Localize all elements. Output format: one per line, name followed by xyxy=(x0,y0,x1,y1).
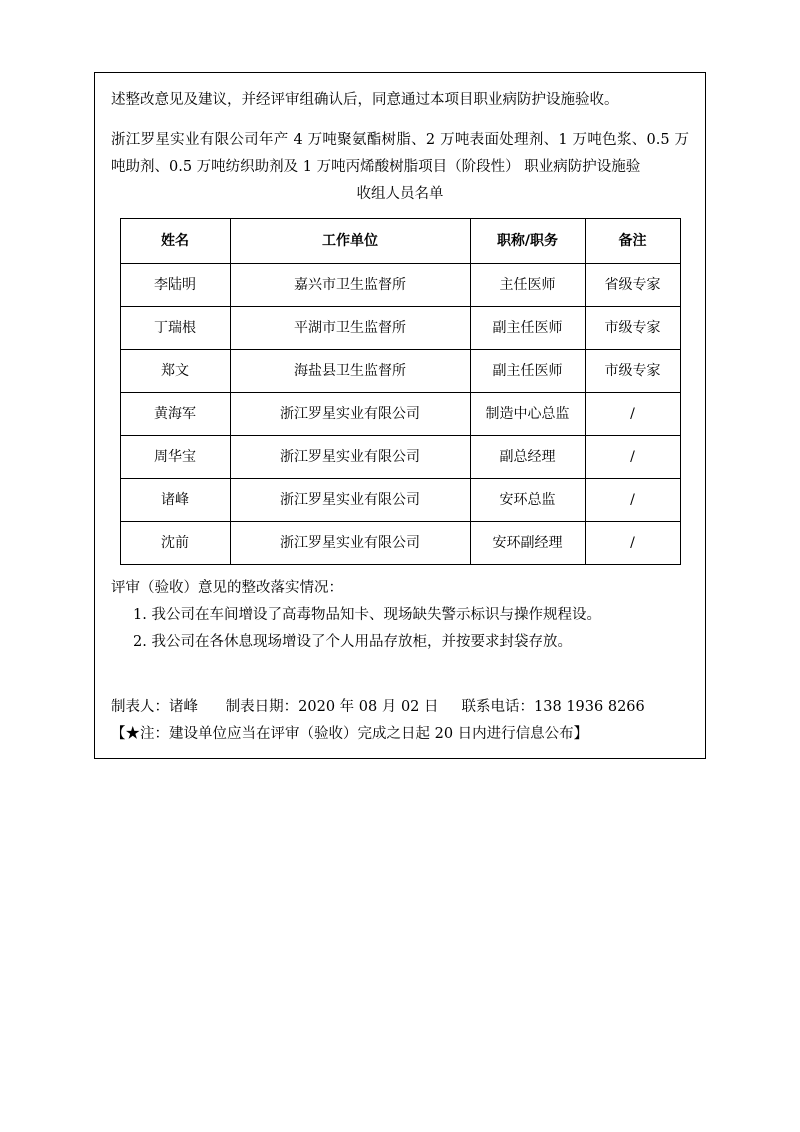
lead-paragraph: 述整改意见及建议，并经评审组确认后，同意通过本项目职业病防护设施验收。 xyxy=(111,92,619,108)
table-row xyxy=(120,479,680,522)
cell-organization: 海盐县卫生监督所 xyxy=(230,350,470,393)
spacer xyxy=(111,656,689,694)
followup-item: 1. 我公司在车间增设了高毒物品知卡、现场缺失警示标识与操作规程设。 xyxy=(133,607,601,623)
cell-title: 安环总监 xyxy=(470,479,585,522)
table-row xyxy=(120,522,680,565)
table-row xyxy=(120,350,680,393)
cell-organization: 浙江罗星实业有限公司 xyxy=(230,522,470,565)
cell-title: 安环副经理 xyxy=(470,522,585,565)
cell-organization: 平湖市卫生监督所 xyxy=(230,307,470,350)
cell-name: 李陆明 xyxy=(120,264,230,307)
footer-note: 【★注：建设单位应当在评审（验收）完成之日起 20 日内进行信息公布】 xyxy=(111,726,589,742)
roster-title-main: 浙江罗星实业有限公司年产 4 万吨聚氨酯树脂、2 万吨表面处理剂、1 万吨色浆、0.5 万吨助剂、0.5 万吨纺织助剂及 1 万吨丙烯酸树脂项目（阶段性） 职业病防护设施验 xyxy=(111,132,689,175)
cell-title: 副总经理 xyxy=(470,436,585,479)
cell-organization: 嘉兴市卫生监督所 xyxy=(230,264,470,307)
table-row xyxy=(120,436,680,479)
cell-remark: 市级专家 xyxy=(585,307,680,350)
footer-meta-line: 制表人：诸峰 制表日期：2020 年 08 月 02 日 联系电话：138 1936 8266 xyxy=(111,699,645,715)
cell-title: 副主任医师 xyxy=(470,307,585,350)
cell-title: 主任医师 xyxy=(470,264,585,307)
followup-section xyxy=(111,575,689,656)
roster-table xyxy=(120,218,681,565)
column-header-organization: 工作单位 xyxy=(230,219,470,264)
cell-remark: / xyxy=(585,522,680,565)
roster-title-last-line: 收组人员名单 xyxy=(356,186,444,202)
cell-remark: 市级专家 xyxy=(585,350,680,393)
cell-remark: / xyxy=(585,436,680,479)
cell-remark: / xyxy=(585,479,680,522)
roster-title xyxy=(111,127,689,208)
cell-name: 丁瑞根 xyxy=(120,307,230,350)
table-header-row xyxy=(120,219,680,264)
column-header-title: 职称/职务 xyxy=(470,219,585,264)
table-row xyxy=(120,307,680,350)
column-header-remark: 备注 xyxy=(585,219,680,264)
table-row xyxy=(120,264,680,307)
followup-item: 2. 我公司在各休息现场增设了个人用品存放柜，并按要求封袋存放。 xyxy=(133,634,572,650)
cell-organization: 浙江罗星实业有限公司 xyxy=(230,393,470,436)
table-row xyxy=(120,393,680,436)
cell-organization: 浙江罗星实业有限公司 xyxy=(230,436,470,479)
cell-remark: / xyxy=(585,393,680,436)
cell-name: 周华宝 xyxy=(120,436,230,479)
cell-remark: 省级专家 xyxy=(585,264,680,307)
cell-title: 制造中心总监 xyxy=(470,393,585,436)
document-frame xyxy=(94,72,706,759)
cell-name: 沈前 xyxy=(120,522,230,565)
cell-name: 郑文 xyxy=(120,350,230,393)
cell-title: 副主任医师 xyxy=(470,350,585,393)
cell-name: 诸峰 xyxy=(120,479,230,522)
followup-heading: 评审（验收）意见的整改落实情况： xyxy=(111,580,343,596)
cell-name: 黄海军 xyxy=(120,393,230,436)
column-header-name: 姓名 xyxy=(120,219,230,264)
cell-organization: 浙江罗星实业有限公司 xyxy=(230,479,470,522)
